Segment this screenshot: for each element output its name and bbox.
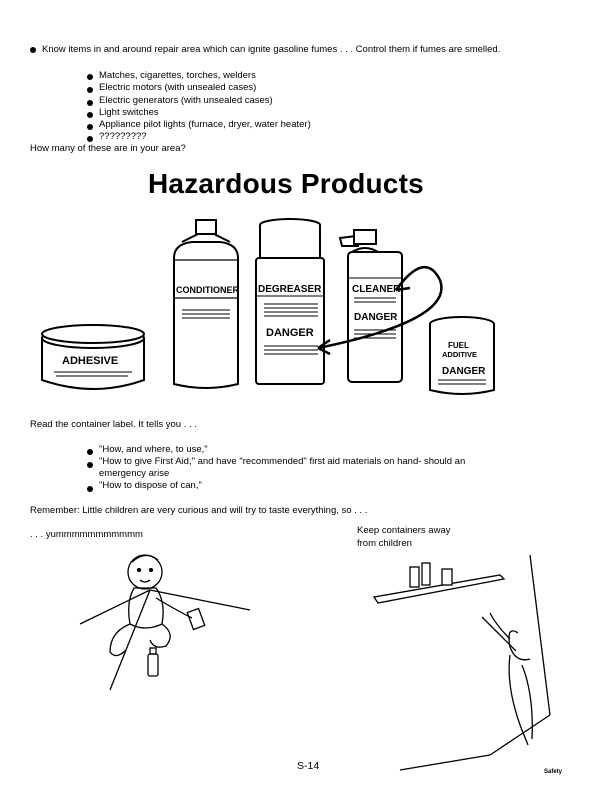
footer-section-label: Safety	[544, 769, 563, 775]
list-item: Appliance pilot lights (furnace, dryer, water heater)	[99, 119, 311, 130]
cleaner-label: CLEANER	[352, 284, 401, 295]
keep-away-caption-line1: Keep containers away	[357, 525, 451, 536]
adhesive-can	[42, 325, 144, 389]
list-bullet-dot	[87, 112, 93, 118]
list-item: "How to dispose of can,"	[99, 480, 202, 491]
fuel-danger-label: DANGER	[442, 366, 486, 377]
list-bullet-dot	[87, 74, 93, 80]
intro-bullet-text: Know items in and around repair area which can ignite gasoline fumes . . . Control them if fumes are smelled.	[42, 44, 501, 55]
toddler-tasting-illustration	[80, 540, 260, 690]
keep-away-caption-line2: from children	[357, 538, 412, 549]
list-item: "How to give First Aid," and have "recommended" first aid materials on hand- should an	[99, 456, 466, 467]
list-item: Electric motors (with unsealed cases)	[99, 82, 257, 93]
fuel-label-line1: FUEL	[448, 341, 469, 350]
list-bullet-dot	[87, 124, 93, 130]
page-number: S-14	[297, 760, 320, 772]
list-bullet-dot	[87, 449, 93, 455]
list-item: Light switches	[99, 107, 159, 118]
adhesive-label: ADHESIVE	[62, 355, 119, 367]
conditioner-label: CONDITIONER	[176, 285, 239, 295]
list-item: Matches, cigarettes, torches, welders	[99, 70, 256, 81]
fuel-additive-can	[430, 317, 494, 394]
area-question: How many of these are in your area?	[30, 143, 186, 154]
cleaner-spray-can	[340, 230, 402, 382]
child-reaching-illustration	[370, 555, 570, 775]
list-bullet-dot	[87, 100, 93, 106]
hazardous-containers-illustration	[0, 200, 612, 400]
list-bullet-dot	[87, 486, 93, 492]
list-bullet-dot	[87, 136, 93, 142]
list-item: "How, and where, to use,"	[99, 444, 208, 455]
remember-text: Remember: Little children are very curious and will try to taste everything, so . . .	[30, 505, 368, 516]
degreaser-label: DEGREASER	[258, 284, 322, 295]
fuel-label-line2: ADDITIVE	[442, 350, 478, 359]
degreaser-danger-label: DANGER	[266, 327, 314, 339]
page-title: Hazardous Products	[148, 168, 424, 199]
list-item-continuation: emergency arise	[99, 468, 170, 479]
conditioner-bottle	[174, 220, 240, 388]
degreaser-can	[256, 219, 324, 384]
list-item: Electric generators (with unsealed cases)	[99, 95, 273, 106]
cleaner-danger-label: DANGER	[354, 312, 398, 323]
label-lead: Read the container label. It tells you . . .	[30, 419, 197, 430]
intro-bullet-dot	[30, 47, 36, 53]
list-bullet-dot	[87, 462, 93, 468]
list-bullet-dot	[87, 87, 93, 93]
list-item: ?????????	[99, 131, 147, 142]
yum-caption: . . . yummmmmmmmmmm	[30, 529, 143, 540]
